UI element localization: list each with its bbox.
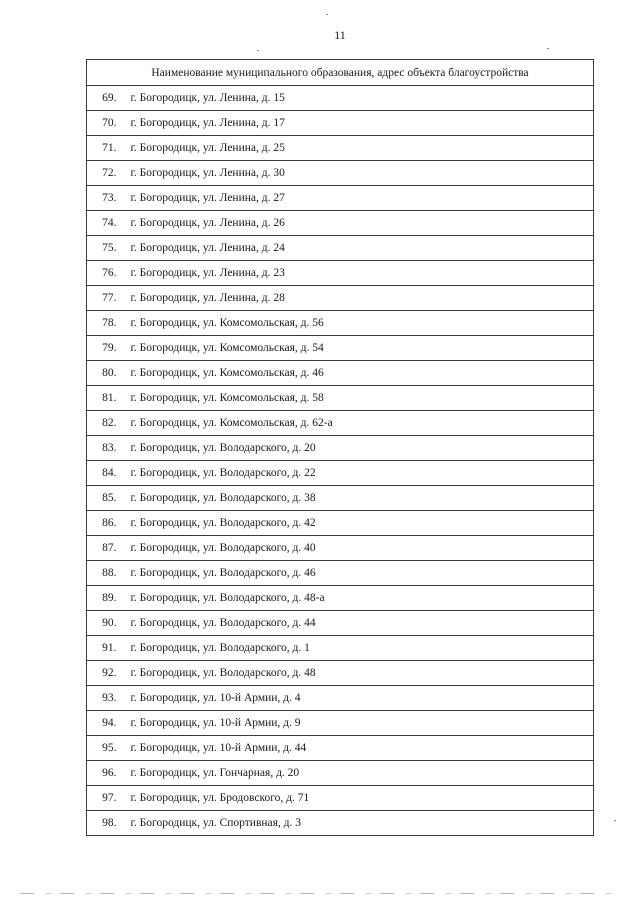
row-number: 75.: [87, 236, 125, 261]
row-number: 91.: [87, 636, 125, 661]
row-number: 89.: [87, 586, 125, 611]
row-number: 94.: [87, 711, 125, 736]
row-number: 79.: [87, 336, 125, 361]
scan-noise-strip: [20, 893, 620, 894]
row-number: 71.: [87, 136, 125, 161]
row-number: 78.: [87, 311, 125, 336]
row-number: 83.: [87, 436, 125, 461]
row-address: г. Богородицк, ул. Володарского, д. 38: [125, 486, 594, 511]
scan-speck: [257, 50, 259, 51]
table-row: [87, 261, 594, 286]
table-row: [87, 511, 594, 536]
table-row: [87, 811, 594, 836]
page-number: 11: [334, 28, 346, 42]
row-number: 86.: [87, 511, 125, 536]
row-number: 97.: [87, 786, 125, 811]
row-address: г. Богородицк, ул. Ленина, д. 24: [125, 236, 594, 261]
table-row: [87, 86, 594, 111]
row-address: г. Богородицк, ул. Ленина, д. 30: [125, 161, 594, 186]
row-address: г. Богородицк, ул. Комсомольская, д. 58: [125, 386, 594, 411]
row-address: г. Богородицк, ул. Ленина, д. 26: [125, 211, 594, 236]
row-address: г. Богородицк, ул. Ленина, д. 15: [125, 86, 594, 111]
table-row: [87, 386, 594, 411]
row-address: г. Богородицк, ул. 10-й Армии, д. 4: [125, 686, 594, 711]
table-row: [87, 736, 594, 761]
row-number: 80.: [87, 361, 125, 386]
table-row: [87, 536, 594, 561]
row-number: 70.: [87, 111, 125, 136]
row-address: г. Богородицк, ул. Володарского, д. 20: [125, 436, 594, 461]
table-row: [87, 111, 594, 136]
row-address: г. Богородицк, ул. Володарского, д. 48: [125, 661, 594, 686]
row-number: 93.: [87, 686, 125, 711]
row-address: г. Богородицк, ул. Ленина, д. 28: [125, 286, 594, 311]
row-address: г. Богородицк, ул. Ленина, д. 17: [125, 111, 594, 136]
row-number: 82.: [87, 411, 125, 436]
table-row: [87, 686, 594, 711]
table-body: [87, 86, 594, 836]
row-number: 98.: [87, 811, 125, 836]
table-header: Наименование муниципального образования, адрес объекта благоустройства: [87, 60, 594, 86]
row-address: г. Богородицк, ул. Комсомольская, д. 56: [125, 311, 594, 336]
row-address: г. Богородицк, ул. Володарского, д. 46: [125, 561, 594, 586]
row-address: г. Богородицк, ул. Володарского, д. 1: [125, 636, 594, 661]
table-row: [87, 461, 594, 486]
row-number: 85.: [87, 486, 125, 511]
row-number: 95.: [87, 736, 125, 761]
scan-speck: [547, 48, 549, 49]
table-row: [87, 586, 594, 611]
table-row: [87, 136, 594, 161]
table-row: [87, 336, 594, 361]
row-number: 90.: [87, 611, 125, 636]
row-address: г. Богородицк, ул. Комсомольская, д. 62-а: [125, 411, 594, 436]
table-header-row: [87, 60, 594, 86]
row-number: 77.: [87, 286, 125, 311]
table-row: [87, 711, 594, 736]
table-row: [87, 611, 594, 636]
table-row: [87, 636, 594, 661]
row-address: г. Богородицк, ул. Володарского, д. 42: [125, 511, 594, 536]
row-number: 84.: [87, 461, 125, 486]
address-table: [86, 59, 594, 836]
row-address: г. Богородицк, ул. Володарского, д. 44: [125, 611, 594, 636]
row-address: г. Богородицк, ул. Ленина, д. 23: [125, 261, 594, 286]
table-row: [87, 311, 594, 336]
table-row: [87, 411, 594, 436]
row-number: 69.: [87, 86, 125, 111]
row-address: г. Богородицк, ул. Бродовского, д. 71: [125, 786, 594, 811]
scan-speck: [326, 14, 328, 15]
row-number: 88.: [87, 561, 125, 586]
row-address: г. Богородицк, ул. 10-й Армии, д. 9: [125, 711, 594, 736]
table-row: [87, 186, 594, 211]
row-address: г. Богородицк, ул. Комсомольская, д. 54: [125, 336, 594, 361]
row-address: г. Богородицк, ул. Спортивная, д. 3: [125, 811, 594, 836]
row-number: 73.: [87, 186, 125, 211]
table-row: [87, 786, 594, 811]
table-row: [87, 161, 594, 186]
row-number: 74.: [87, 211, 125, 236]
row-address: г. Богородицк, ул. Ленина, д. 27: [125, 186, 594, 211]
row-address: г. Богородицк, ул. Ленина, д. 25: [125, 136, 594, 161]
row-address: г. Богородицк, ул. Комсомольская, д. 46: [125, 361, 594, 386]
table-row: [87, 561, 594, 586]
table-row: [87, 361, 594, 386]
table-row: [87, 236, 594, 261]
row-number: 96.: [87, 761, 125, 786]
row-number: 92.: [87, 661, 125, 686]
row-address: г. Богородицк, ул. 10-й Армии, д. 44: [125, 736, 594, 761]
row-number: 87.: [87, 536, 125, 561]
table-row: [87, 761, 594, 786]
row-address: г. Богородицк, ул. Володарского, д. 40: [125, 536, 594, 561]
table-row: [87, 211, 594, 236]
row-number: 81.: [87, 386, 125, 411]
table-row: [87, 436, 594, 461]
row-number: 76.: [87, 261, 125, 286]
row-address: г. Богородицк, ул. Володарского, д. 22: [125, 461, 594, 486]
row-address: г. Богородицк, ул. Володарского, д. 48-а: [125, 586, 594, 611]
scan-speck: [614, 820, 616, 821]
table-row: [87, 661, 594, 686]
row-address: г. Богородицк, ул. Гончарная, д. 20: [125, 761, 594, 786]
table-row: [87, 286, 594, 311]
row-number: 72.: [87, 161, 125, 186]
table-row: [87, 486, 594, 511]
